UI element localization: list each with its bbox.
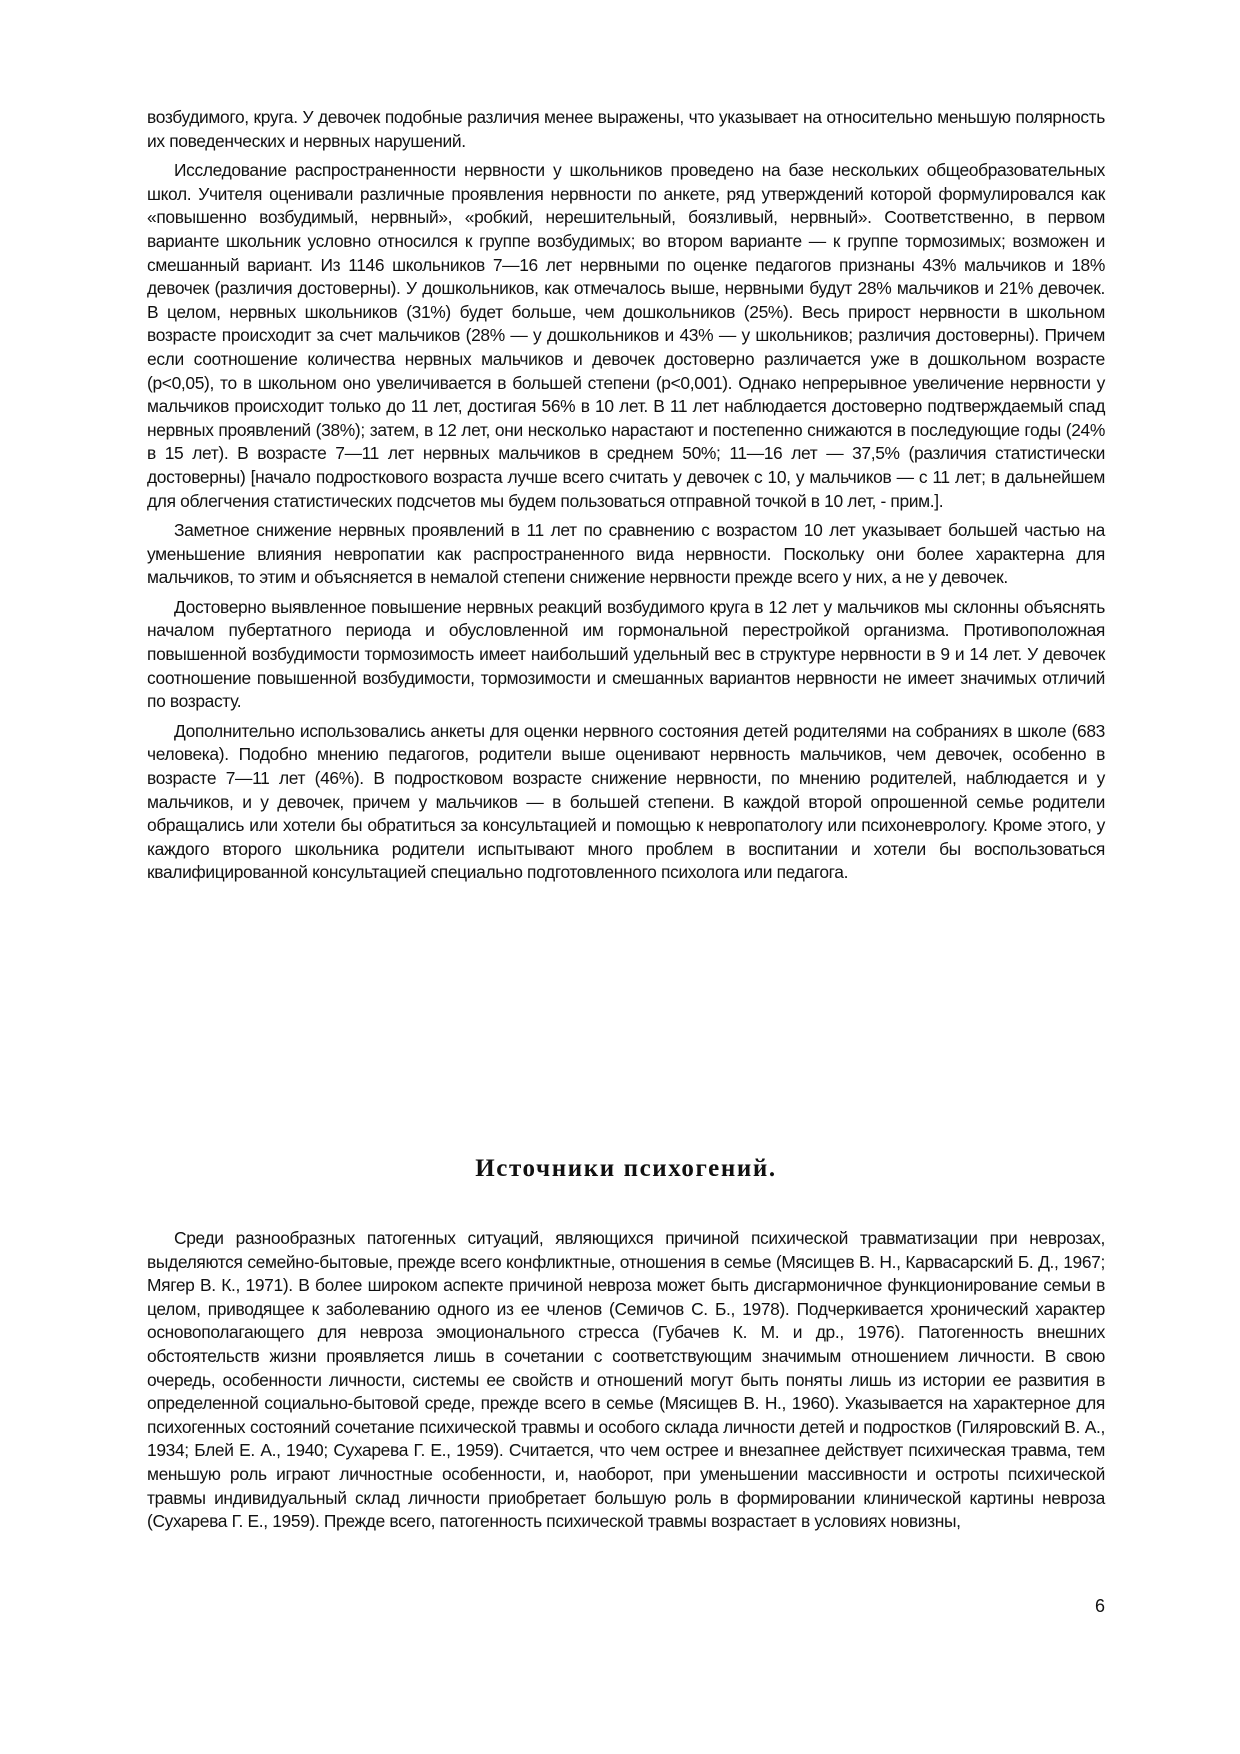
paragraph: Исследование распространенности нервности у школьников проведено на базе нескольких общеобразовательных школ. Учителя оценивали различные проявления нервности по анкете, ряд утверждений которой формулировался как «повышенно возбудимый, нервный», «робкий, нерешительный, боязливый, нервный». Соответственно, в первом варианте школьник условно относился к группе возбудимых; во втором варианте — к группе тормозимых; возможен и смешанный вариант. Из 1146 школьников 7—16 лет нервными по оценке педагогов признаны 43% мальчиков и 18% девочек (различия достоверны). У дошкольников, как отмечалось выше, нервными будут 28% мальчиков и 21% девочек. В целом, нервных школьников (31%) будет больше, чем дошкольников (25%). Весь прирост нервности в школьном возрасте происходит за счет мальчиков (28% — у дошкольников и 43% — у школьников; различия достоверны). Причем если соотношение количества нервных мальчиков и девочек достоверно различается уже в дошкольном возрасте (p<0,05), то в школьном оно увеличивается в большей степени (p<0,001). Однако непрерывное увеличение нервности у мальчиков происходит только до 11 лет, достигая 56% в 10 лет. В 11 лет наблюдается достоверно подтверждаемый спад нервных проявлений (38%); затем, в 12 лет, они несколько нарастают и постепенно снижаются в последующие годы (24% в 15 лет). В возрасте 7—11 лет нервных мальчиков в среднем 50%; 11—16 лет — 37,5% (различия статистически достоверны) [начало подросткового возраста лучше всего считать у девочек с 10, у мальчиков — с 11 лет; в дальнейшем для облегчения статистических подсчетов мы будем пользоваться отправной точкой в 10 лет, - прим.].	[147, 160, 1105, 511]
section-body-2	[147, 1227, 1105, 1540]
page-number: 6	[1094, 1596, 1105, 1616]
paragraph: Достоверно выявленное повышение нервных реакций возбудимого круга в 12 лет у мальчиков мы склонны объяснять началом пубертатного периода и обусловленной им гормональной перестройкой организма. Противоположная повышенной возбудимости тормозимость имеет наибольший удельный вес в структуре нервности в 9 и 14 лет. У девочек соотношение повышенной возбудимости, тормозимости и смешанных вариантов нервности не имеет значимых отличий по возрасту.	[147, 596, 1105, 712]
paragraph: Дополнительно использовались анкеты для оценки нервного состояния детей родителями на собраниях в школе (683 человека). Подобно мнению педагогов, родители выше оценивают нервность мальчиков, чем девочек, особенно в возрасте 7—11 лет (46%). В подростковом возрасте снижение нервности, по мнению родителей, наблюдается и у мальчиков, и у девочек, причем у мальчиков — в большей степени. В каждой второй опрошенной семье родители обращались или хотели бы обратиться за консультацией и помощью к невропатологу или психоневрологу. Кроме этого, у каждого второго школьника родители испытывают много проблем в воспитании и хотели бы воспользоваться квалифицированной консультацией специально подготовленного психолога или педагога.	[147, 720, 1105, 883]
paragraph-continued: возбудимого, круга. У девочек подобные различия менее выражены, что указывает на относительно меньшую полярность их поведенческих и нервных нарушений.	[147, 107, 1105, 151]
section-body-1	[147, 106, 1105, 891]
paragraph: Среди разнообразных патогенных ситуаций, являющихся причиной психической травматизации при неврозах, выделяются семейно-бытовые, прежде всего конфликтные, отношения в семье (Мясищев В. Н., Карвасарский Б. Д., 1967; Мягер В. К., 1971). В более широком аспекте причиной невроза может быть дисгармоничное функционирование семьи в целом, приводящее к заболеванию одного из ее членов (Семичов С. Б., 1978). Подчеркивается хронический характер основополагающего для невроза эмоционального стресса (Губачев К. М. и др., 1976). Патогенность внешних обстоятельств жизни проявляется лишь в сочетании с соответствующим значимым отношением личности. В свою очередь, особенности личности, системы ее свойств и отношений могут быть поняты лишь из истории ее развития в определенной социально-бытовой среде, прежде всего в семье (Мясищев В. Н., 1960). Указывается на характерное для психогенных состояний сочетание психической травмы и особого склада личности детей и подростков (Гиляровский В. А., 1934; Блей Е. А., 1940; Сухарева Г. Е., 1959). Считается, что чем острее и внезапнее действует психическая травма, тем меньшую роль играют личностные особенности, и, наоборот, при уменьшении массивности и остроты психической травмы индивидуальный склад личности приобретает большую роль в формировании клинической картины невроза (Сухарева Г. Е., 1959). Прежде всего, патогенность психической травмы возрастает в условиях новизны,	[147, 1228, 1105, 1532]
paragraph: Заметное снижение нервных проявлений в 11 лет по сравнению с возрастом 10 лет указывает большей частью на уменьшение влияния невропатии как распространенного вида нервности. Поскольку они более характерна для мальчиков, то этим и объясняется в немалой степени снижение нервности прежде всего у них, а не у девочек.	[147, 520, 1105, 588]
section-heading: Источники психогений.	[475, 1155, 777, 1182]
